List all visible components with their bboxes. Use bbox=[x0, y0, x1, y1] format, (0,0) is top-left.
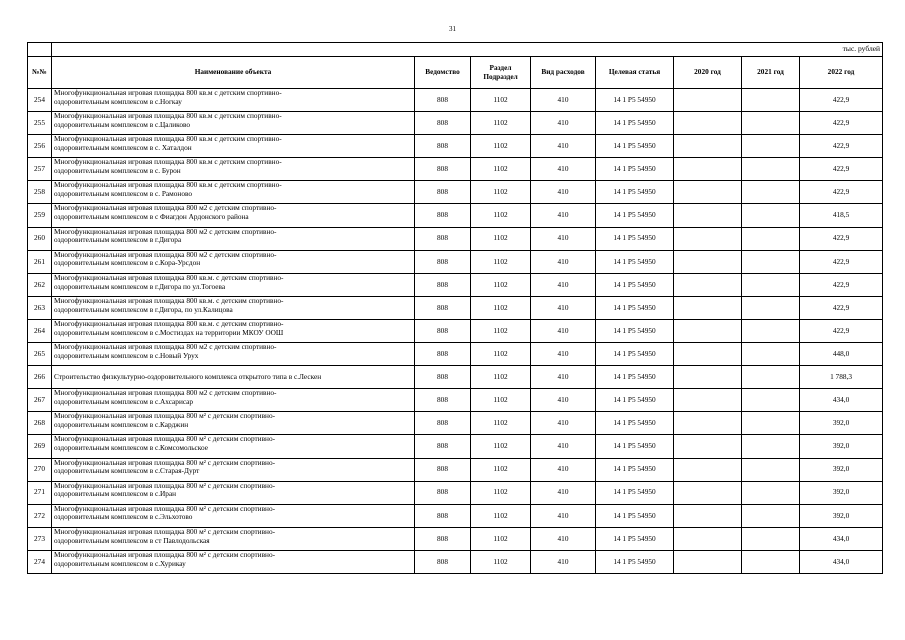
dept-code: 808 bbox=[415, 412, 471, 435]
row-number: 261 bbox=[28, 250, 52, 273]
object-name bbox=[52, 227, 415, 250]
object-name-line2: оздоровительным комплексом в с.Старая-Дурт bbox=[54, 466, 200, 476]
dept-code: 808 bbox=[415, 181, 471, 204]
dept-code: 808 bbox=[415, 527, 471, 550]
value-2022: 422,9 bbox=[800, 319, 883, 342]
col-header-name: Наименование объекта bbox=[52, 57, 415, 89]
dept-code: 808 bbox=[415, 389, 471, 412]
object-name-line2: оздоровительным комплексом в с.Новый Урух bbox=[54, 350, 199, 360]
object-name bbox=[52, 481, 415, 504]
dept-code: 808 bbox=[415, 135, 471, 158]
value-2022: 392,0 bbox=[800, 412, 883, 435]
target-article: 14 1 Р5 54950 bbox=[596, 343, 674, 366]
section-code: 1102 bbox=[471, 343, 531, 366]
col-header-section: Раздел Подраздел bbox=[471, 57, 531, 89]
object-name-line1: Многофункциональная игровая площадка 800 кв.м с детским спортивно- bbox=[54, 88, 282, 97]
object-name-line1: Многофункциональная игровая площадка 800 м² с детским спортивно- bbox=[54, 504, 276, 513]
object-name-line1: Многофункциональная игровая площадка 800 кв.м с детским спортивно- bbox=[54, 180, 282, 190]
section-code: 1102 bbox=[471, 250, 531, 273]
object-name bbox=[52, 319, 415, 342]
value-2021 bbox=[742, 112, 800, 135]
expense-kind: 410 bbox=[531, 273, 596, 296]
units-row bbox=[28, 43, 883, 57]
dept-code: 808 bbox=[415, 550, 471, 573]
dept-code: 808 bbox=[415, 112, 471, 135]
expense-kind: 410 bbox=[531, 435, 596, 458]
target-article: 14 1 Р5 54950 bbox=[596, 158, 674, 181]
target-article: 14 1 Р5 54950 bbox=[596, 366, 674, 389]
object-name bbox=[52, 435, 415, 458]
row-number: 263 bbox=[28, 296, 52, 319]
target-article: 14 1 Р5 54950 bbox=[596, 412, 674, 435]
object-name-line1: Многофункциональная игровая площадка 800 м2 с детским спортивно- bbox=[54, 342, 277, 352]
object-name-line2: оздоровительным комплексом в с.Карджин bbox=[54, 420, 189, 430]
section-code: 1102 bbox=[471, 481, 531, 504]
object-name bbox=[52, 343, 415, 366]
value-2022: 422,9 bbox=[800, 250, 883, 273]
table-row bbox=[28, 481, 883, 504]
value-2021 bbox=[742, 481, 800, 504]
value-2022: 392,0 bbox=[800, 458, 883, 481]
value-2020 bbox=[674, 481, 742, 504]
table-row bbox=[28, 550, 883, 573]
object-name bbox=[52, 273, 415, 296]
expense-kind: 410 bbox=[531, 89, 596, 112]
object-name-line1: Многофункциональная игровая площадка 800 м2 с детским спортивно- bbox=[54, 203, 277, 213]
expense-kind: 410 bbox=[531, 319, 596, 342]
value-2021 bbox=[742, 250, 800, 273]
table-row bbox=[28, 504, 883, 527]
section-code: 1102 bbox=[471, 273, 531, 296]
object-name-line2: оздоровительным комплексом в с.Хурикау bbox=[54, 558, 186, 568]
row-number: 264 bbox=[28, 319, 52, 342]
object-name-line1: Многофункциональная игровая площадка 800 м² с детским спортивно- bbox=[54, 458, 276, 467]
expense-kind: 410 bbox=[531, 181, 596, 204]
row-number: 265 bbox=[28, 343, 52, 366]
row-number: 274 bbox=[28, 550, 52, 573]
expense-kind: 410 bbox=[531, 458, 596, 481]
object-name-line1: Многофункциональная игровая площадка 800 кв.м с детским спортивно- bbox=[54, 134, 282, 144]
value-2020 bbox=[674, 458, 742, 481]
object-name bbox=[52, 181, 415, 204]
value-2021 bbox=[742, 527, 800, 550]
units-label: тыс. рублей bbox=[52, 43, 883, 57]
target-article: 14 1 Р5 54950 bbox=[596, 181, 674, 204]
section-code: 1102 bbox=[471, 458, 531, 481]
object-name-line2: оздоровительным комплексом в г.Дигора bbox=[54, 235, 182, 245]
target-article: 14 1 Р5 54950 bbox=[596, 527, 674, 550]
col-header-2021: 2021 год bbox=[742, 57, 800, 89]
row-number: 259 bbox=[28, 204, 52, 227]
value-2021 bbox=[742, 435, 800, 458]
dept-code: 808 bbox=[415, 504, 471, 527]
expense-kind: 410 bbox=[531, 296, 596, 319]
table-row bbox=[28, 412, 883, 435]
target-article: 14 1 Р5 54950 bbox=[596, 112, 674, 135]
object-name bbox=[52, 204, 415, 227]
table-row bbox=[28, 343, 883, 366]
section-code: 1102 bbox=[471, 112, 531, 135]
object-name-line2: оздоровительным комплексом в с.Кора-Урсдон bbox=[54, 258, 201, 268]
value-2022: 448,0 bbox=[800, 343, 883, 366]
table-row bbox=[28, 366, 883, 389]
section-code: 1102 bbox=[471, 389, 531, 412]
target-article: 14 1 Р5 54950 bbox=[596, 504, 674, 527]
table-body bbox=[28, 89, 883, 574]
expense-kind: 410 bbox=[531, 550, 596, 573]
object-name-line2: оздоровительным комплексом в с Фиагдон Ардонского района bbox=[54, 212, 249, 222]
value-2020 bbox=[674, 550, 742, 573]
object-name-line2: оздоровительным комплексом в с.Эльхотово bbox=[54, 512, 193, 522]
target-article: 14 1 Р5 54950 bbox=[596, 273, 674, 296]
target-article: 14 1 Р5 54950 bbox=[596, 89, 674, 112]
row-number: 268 bbox=[28, 412, 52, 435]
value-2022: 422,9 bbox=[800, 89, 883, 112]
row-number: 256 bbox=[28, 135, 52, 158]
col-header-article: Целевая статья bbox=[596, 57, 674, 89]
dept-code: 808 bbox=[415, 435, 471, 458]
value-2020 bbox=[674, 273, 742, 296]
value-2021 bbox=[742, 504, 800, 527]
value-2020 bbox=[674, 204, 742, 227]
value-2020 bbox=[674, 319, 742, 342]
value-2021 bbox=[742, 412, 800, 435]
value-2020 bbox=[674, 412, 742, 435]
object-name-line2: оздоровительным комплексом в г.Дигора, по ул.Калицова bbox=[54, 304, 233, 314]
row-number: 271 bbox=[28, 481, 52, 504]
dept-code: 808 bbox=[415, 227, 471, 250]
section-code: 1102 bbox=[471, 366, 531, 389]
table-row bbox=[28, 319, 883, 342]
value-2022: 434,0 bbox=[800, 550, 883, 573]
row-number: 260 bbox=[28, 227, 52, 250]
object-name-line1: Многофункциональная игровая площадка 800 кв.м с детским спортивно- bbox=[54, 111, 282, 121]
table-row bbox=[28, 273, 883, 296]
dept-code: 808 bbox=[415, 343, 471, 366]
table-row bbox=[28, 158, 883, 181]
object-name-line1: Многофункциональная игровая площадка 800 м2 с детским спортивно- bbox=[54, 227, 277, 236]
object-name-line2: оздоровительным комплексом в с.Ахсарисар bbox=[54, 396, 194, 406]
table-row bbox=[28, 389, 883, 412]
object-name bbox=[52, 366, 415, 389]
row-number: 269 bbox=[28, 435, 52, 458]
object-name-line1: Строительство физкультурно-оздоровительного комплекса открытого типа в с.Лескен bbox=[54, 371, 322, 381]
object-name-line1: Многофункциональная игровая площадка 800 м² с детским спортивно- bbox=[54, 527, 276, 536]
section-code: 1102 bbox=[471, 158, 531, 181]
object-name-line1: Многофункциональная игровая площадка 800 кв.м. с детским спортивно- bbox=[54, 319, 284, 328]
expense-kind: 410 bbox=[531, 389, 596, 412]
object-name-line2: оздоровительным комплексом в с. Бурон bbox=[54, 166, 181, 176]
object-name bbox=[52, 389, 415, 412]
expense-kind: 410 bbox=[531, 481, 596, 504]
dept-code: 808 bbox=[415, 273, 471, 296]
value-2022: 434,0 bbox=[800, 389, 883, 412]
expense-kind: 410 bbox=[531, 112, 596, 135]
value-2020 bbox=[674, 389, 742, 412]
object-name-line2: оздоровительным комплексом в с.Мостиздах на территории МКОУ ООШ bbox=[54, 327, 284, 337]
value-2022: 418,5 bbox=[800, 204, 883, 227]
table-row bbox=[28, 458, 883, 481]
col-header-kind: Вид расходов bbox=[531, 57, 596, 89]
object-name-line1: Многофункциональная игровая площадка 800 м2 с детским спортивно- bbox=[54, 250, 277, 259]
target-article: 14 1 Р5 54950 bbox=[596, 435, 674, 458]
section-code: 1102 bbox=[471, 412, 531, 435]
dept-code: 808 bbox=[415, 481, 471, 504]
object-name-line1: Многофункциональная игровая площадка 800 м2 с детским спортивно- bbox=[54, 388, 277, 398]
dept-code: 808 bbox=[415, 204, 471, 227]
value-2020 bbox=[674, 435, 742, 458]
value-2021 bbox=[742, 204, 800, 227]
value-2020 bbox=[674, 343, 742, 366]
value-2020 bbox=[674, 89, 742, 112]
value-2021 bbox=[742, 158, 800, 181]
target-article: 14 1 Р5 54950 bbox=[596, 135, 674, 158]
value-2022: 434,0 bbox=[800, 527, 883, 550]
object-name-line1: Многофункциональная игровая площадка 800 м² с детским спортивно- bbox=[54, 550, 276, 559]
section-code: 1102 bbox=[471, 504, 531, 527]
expense-kind: 410 bbox=[531, 250, 596, 273]
section-code: 1102 bbox=[471, 227, 531, 250]
row-number: 270 bbox=[28, 458, 52, 481]
row-number: 273 bbox=[28, 527, 52, 550]
col-header-2020: 2020 год bbox=[674, 57, 742, 89]
object-name bbox=[52, 250, 415, 273]
dept-code: 808 bbox=[415, 319, 471, 342]
row-number: 266 bbox=[28, 366, 52, 389]
target-article: 14 1 Р5 54950 bbox=[596, 296, 674, 319]
section-code: 1102 bbox=[471, 296, 531, 319]
value-2021 bbox=[742, 227, 800, 250]
value-2022: 392,0 bbox=[800, 504, 883, 527]
object-name bbox=[52, 412, 415, 435]
row-number: 267 bbox=[28, 389, 52, 412]
row-number: 272 bbox=[28, 504, 52, 527]
value-2022: 422,9 bbox=[800, 135, 883, 158]
dept-code: 808 bbox=[415, 458, 471, 481]
object-name bbox=[52, 158, 415, 181]
expense-kind: 410 bbox=[531, 366, 596, 389]
header-row bbox=[28, 57, 883, 89]
value-2020 bbox=[674, 227, 742, 250]
value-2022: 1 788,3 bbox=[800, 366, 883, 389]
object-name bbox=[52, 550, 415, 573]
value-2022: 422,9 bbox=[800, 296, 883, 319]
table-row bbox=[28, 89, 883, 112]
object-name-line2: оздоровительным комплексом в с. Хаталдон bbox=[54, 142, 192, 152]
object-name-line1: Многофункциональная игровая площадка 800 м² с детским спортивно- bbox=[54, 481, 276, 490]
table-row bbox=[28, 181, 883, 204]
table-row bbox=[28, 296, 883, 319]
object-name-line1: Многофункциональная игровая площадка 800 м² с детским спортивно- bbox=[54, 411, 276, 421]
table-row bbox=[28, 250, 883, 273]
expense-kind: 410 bbox=[531, 135, 596, 158]
section-code: 1102 bbox=[471, 435, 531, 458]
object-name-line2: оздоровительным комплексом в с.Комсомольское bbox=[54, 443, 208, 453]
section-code: 1102 bbox=[471, 135, 531, 158]
table-row bbox=[28, 135, 883, 158]
row-number: 257 bbox=[28, 158, 52, 181]
object-name-line2: оздоровительным комплексом в ст Павлодольская bbox=[54, 535, 210, 545]
section-code: 1102 bbox=[471, 181, 531, 204]
section-code: 1102 bbox=[471, 550, 531, 573]
expense-kind: 410 bbox=[531, 204, 596, 227]
value-2020 bbox=[674, 296, 742, 319]
value-2021 bbox=[742, 273, 800, 296]
target-article: 14 1 Р5 54950 bbox=[596, 204, 674, 227]
value-2021 bbox=[742, 89, 800, 112]
row-number: 258 bbox=[28, 181, 52, 204]
object-name-line2: оздоровительным комплексом в с. Рамоново bbox=[54, 189, 193, 199]
col-header-num: №№ bbox=[28, 57, 52, 89]
section-code: 1102 bbox=[471, 527, 531, 550]
expense-kind: 410 bbox=[531, 158, 596, 181]
section-code: 1102 bbox=[471, 319, 531, 342]
object-name bbox=[52, 112, 415, 135]
object-name-line1: Многофункциональная игровая площадка 800 кв.м. с детским спортивно- bbox=[54, 296, 284, 305]
table-row bbox=[28, 112, 883, 135]
expense-kind: 410 bbox=[531, 412, 596, 435]
value-2022: 392,0 bbox=[800, 435, 883, 458]
value-2021 bbox=[742, 319, 800, 342]
dept-code: 808 bbox=[415, 250, 471, 273]
value-2021 bbox=[742, 366, 800, 389]
table-row bbox=[28, 204, 883, 227]
value-2020 bbox=[674, 158, 742, 181]
table-row bbox=[28, 227, 883, 250]
units-spacer bbox=[28, 43, 52, 57]
target-article: 14 1 Р5 54950 bbox=[596, 481, 674, 504]
object-name bbox=[52, 458, 415, 481]
expense-kind: 410 bbox=[531, 527, 596, 550]
value-2021 bbox=[742, 343, 800, 366]
object-name bbox=[52, 296, 415, 319]
value-2020 bbox=[674, 250, 742, 273]
object-name bbox=[52, 135, 415, 158]
value-2020 bbox=[674, 366, 742, 389]
target-article: 14 1 Р5 54950 bbox=[596, 250, 674, 273]
table-row bbox=[28, 435, 883, 458]
value-2020 bbox=[674, 181, 742, 204]
expense-kind: 410 bbox=[531, 504, 596, 527]
target-article: 14 1 Р5 54950 bbox=[596, 319, 674, 342]
page-number: 31 bbox=[449, 25, 456, 33]
value-2021 bbox=[742, 296, 800, 319]
dept-code: 808 bbox=[415, 296, 471, 319]
value-2021 bbox=[742, 135, 800, 158]
dept-code: 808 bbox=[415, 89, 471, 112]
value-2022: 422,9 bbox=[800, 112, 883, 135]
col-header-2022: 2022 год bbox=[800, 57, 883, 89]
expense-kind: 410 bbox=[531, 227, 596, 250]
row-number: 254 bbox=[28, 89, 52, 112]
expense-kind: 410 bbox=[531, 343, 596, 366]
section-code: 1102 bbox=[471, 204, 531, 227]
object-name-line1: Многофункциональная игровая площадка 800 кв.м с детским спортивно- bbox=[54, 157, 282, 167]
col-header-dept: Ведомство bbox=[415, 57, 471, 89]
section-code: 1102 bbox=[471, 89, 531, 112]
value-2022: 392,0 bbox=[800, 481, 883, 504]
value-2022: 422,9 bbox=[800, 273, 883, 296]
object-name bbox=[52, 89, 415, 112]
budget-table bbox=[27, 42, 883, 574]
value-2020 bbox=[674, 504, 742, 527]
target-article: 14 1 Р5 54950 bbox=[596, 389, 674, 412]
target-article: 14 1 Р5 54950 bbox=[596, 227, 674, 250]
value-2020 bbox=[674, 527, 742, 550]
object-name-line1: Многофункциональная игровая площадка 800 кв.м. с детским спортивно- bbox=[54, 273, 284, 282]
value-2021 bbox=[742, 181, 800, 204]
value-2022: 422,9 bbox=[800, 227, 883, 250]
table-row bbox=[28, 527, 883, 550]
value-2022: 422,9 bbox=[800, 158, 883, 181]
dept-code: 808 bbox=[415, 158, 471, 181]
object-name-line2: оздоровительным комплексом в с.Цаликово bbox=[54, 119, 191, 129]
object-name-line2: оздоровительным комплексом в с.Ногкау bbox=[54, 96, 182, 106]
value-2021 bbox=[742, 458, 800, 481]
object-name bbox=[52, 504, 415, 527]
object-name-line2: оздоровительным комплексом в г.Дигора по ул.Тогоева bbox=[54, 281, 226, 291]
dept-code: 808 bbox=[415, 366, 471, 389]
value-2021 bbox=[742, 550, 800, 573]
object-name bbox=[52, 527, 415, 550]
object-name-line2: оздоровительным комплексом в с.Иран bbox=[54, 489, 177, 499]
row-number: 255 bbox=[28, 112, 52, 135]
target-article: 14 1 Р5 54950 bbox=[596, 550, 674, 573]
object-name-line1: Многофункциональная игровая площадка 800 м² с детским спортивно- bbox=[54, 434, 276, 444]
value-2020 bbox=[674, 135, 742, 158]
row-number: 262 bbox=[28, 273, 52, 296]
value-2021 bbox=[742, 389, 800, 412]
value-2022: 422,9 bbox=[800, 181, 883, 204]
target-article: 14 1 Р5 54950 bbox=[596, 458, 674, 481]
value-2020 bbox=[674, 112, 742, 135]
